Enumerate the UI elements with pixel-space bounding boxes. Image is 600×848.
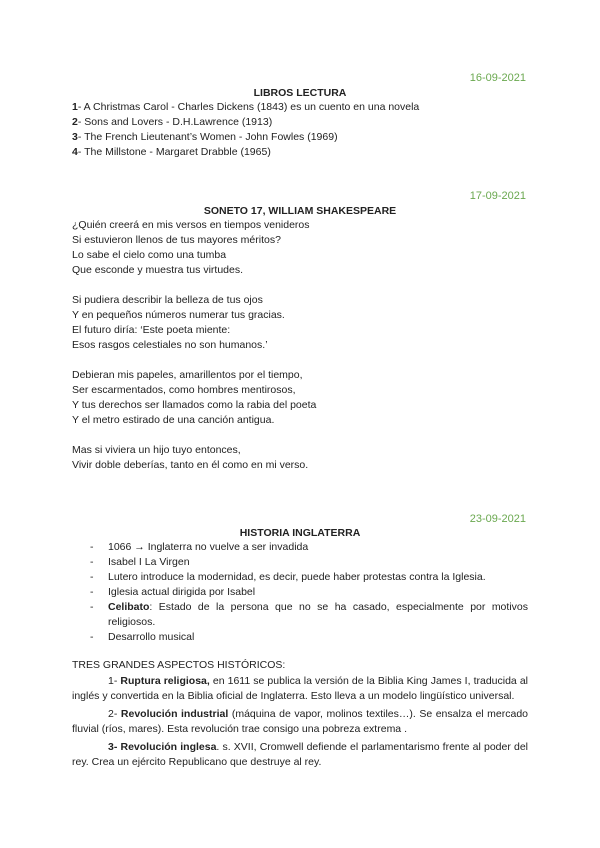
sonnet-line: Vivir doble deberías, tanto en él como en mi verso. — [72, 459, 309, 471]
book-list — [72, 100, 528, 160]
title-historia: HISTORIA INGLATERRA — [239, 527, 361, 539]
title-libros-lectura: LIBROS LECTURA — [253, 87, 347, 99]
sonnet-line: Y el metro estirado de una canción antigua. — [72, 414, 275, 426]
book-item-3: 3- The French Lieutenant’s Women - John Fowles (1969) — [72, 131, 338, 143]
title-soneto: SONETO 17, WILLIAM SHAKESPEARE — [203, 205, 397, 217]
aspect-1: 1- Ruptura religiosa, en 1611 se publica la versión de la Biblia King James I, traducida al inglés y convertida en la Biblia oficial de Inglaterra. Esto lleva a un modelo lingüístico universal. — [72, 675, 528, 702]
book-item-2: 2- Sons and Lovers - D.H.Lawrence (1913) — [72, 116, 273, 128]
history-bullets — [72, 540, 528, 645]
list-item: - Lutero introduce la modernidad, es decir, puede haber protestas contra la Iglesia. — [90, 571, 486, 583]
sonnet-line: ¿Quién creerá en mis versos en tiempos venideros — [72, 219, 310, 231]
aspects-heading: TRES GRANDES ASPECTOS HISTÓRICOS: — [72, 659, 286, 671]
sonnet-text — [72, 218, 528, 473]
sonnet-line: Esos rasgos celestiales no son humanos.’ — [72, 339, 268, 351]
sonnet-line: Ser escarmentados, como hombres mentirosos, — [72, 384, 296, 396]
sonnet-line: Que esconde y muestra tus virtudes. — [72, 264, 243, 276]
list-item: - Celibato: Estado de la persona que no se ha casado, especialmente por motivos religiosos. — [90, 601, 528, 628]
sonnet-line: Mas si viviera un hijo tuyo entonces, — [72, 444, 241, 456]
date-1: 16-09-2021 — [469, 72, 526, 84]
sonnet-line: Y tus derechos ser llamados como la rabia del poeta — [72, 399, 317, 411]
sonnet-line: Si estuvieron llenos de tus mayores méritos? — [72, 234, 281, 246]
date-2: 17-09-2021 — [469, 190, 526, 202]
sonnet-line: Debieran mis papeles, amarillentos por el tiempo, — [72, 369, 303, 381]
sonnet-line: Y en pequeños números numerar tus gracias. — [72, 309, 285, 321]
date-3: 23-09-2021 — [469, 513, 526, 525]
sonnet-line: El futuro diría: ‘Este poeta miente: — [72, 324, 231, 336]
book-item-4: 4- The Millstone - Margaret Drabble (1965) — [72, 146, 271, 158]
sonnet-line: Si pudiera describir la belleza de tus ojos — [72, 294, 263, 306]
list-item: - Desarrollo musical — [90, 631, 195, 643]
aspects-paragraphs — [72, 674, 528, 770]
list-item: - Iglesia actual dirigida por Isabel — [90, 586, 256, 598]
aspect-2: 2- Revolución industrial (máquina de vapor, molinos textiles…). Se ensalza el mercado fluvial (ríos, mares). Esta revolución trae consigo una pobreza extrema . — [72, 708, 529, 735]
aspect-3: 3- Revolución inglesa. s. XVII, Cromwell defiende el parlamentarismo frente al poder del rey. Crea un ejército Republicano que destruye al rey. — [72, 741, 528, 768]
list-item: - Isabel I La Virgen — [90, 556, 190, 568]
book-item-1: 1- A Christmas Carol - Charles Dickens (1843) es un cuento en una novela — [72, 101, 420, 113]
list-item: - 1066 → Inglaterra no vuelve a ser invadida — [90, 541, 309, 553]
sonnet-line: Lo sabe el cielo como una tumba — [72, 249, 227, 261]
